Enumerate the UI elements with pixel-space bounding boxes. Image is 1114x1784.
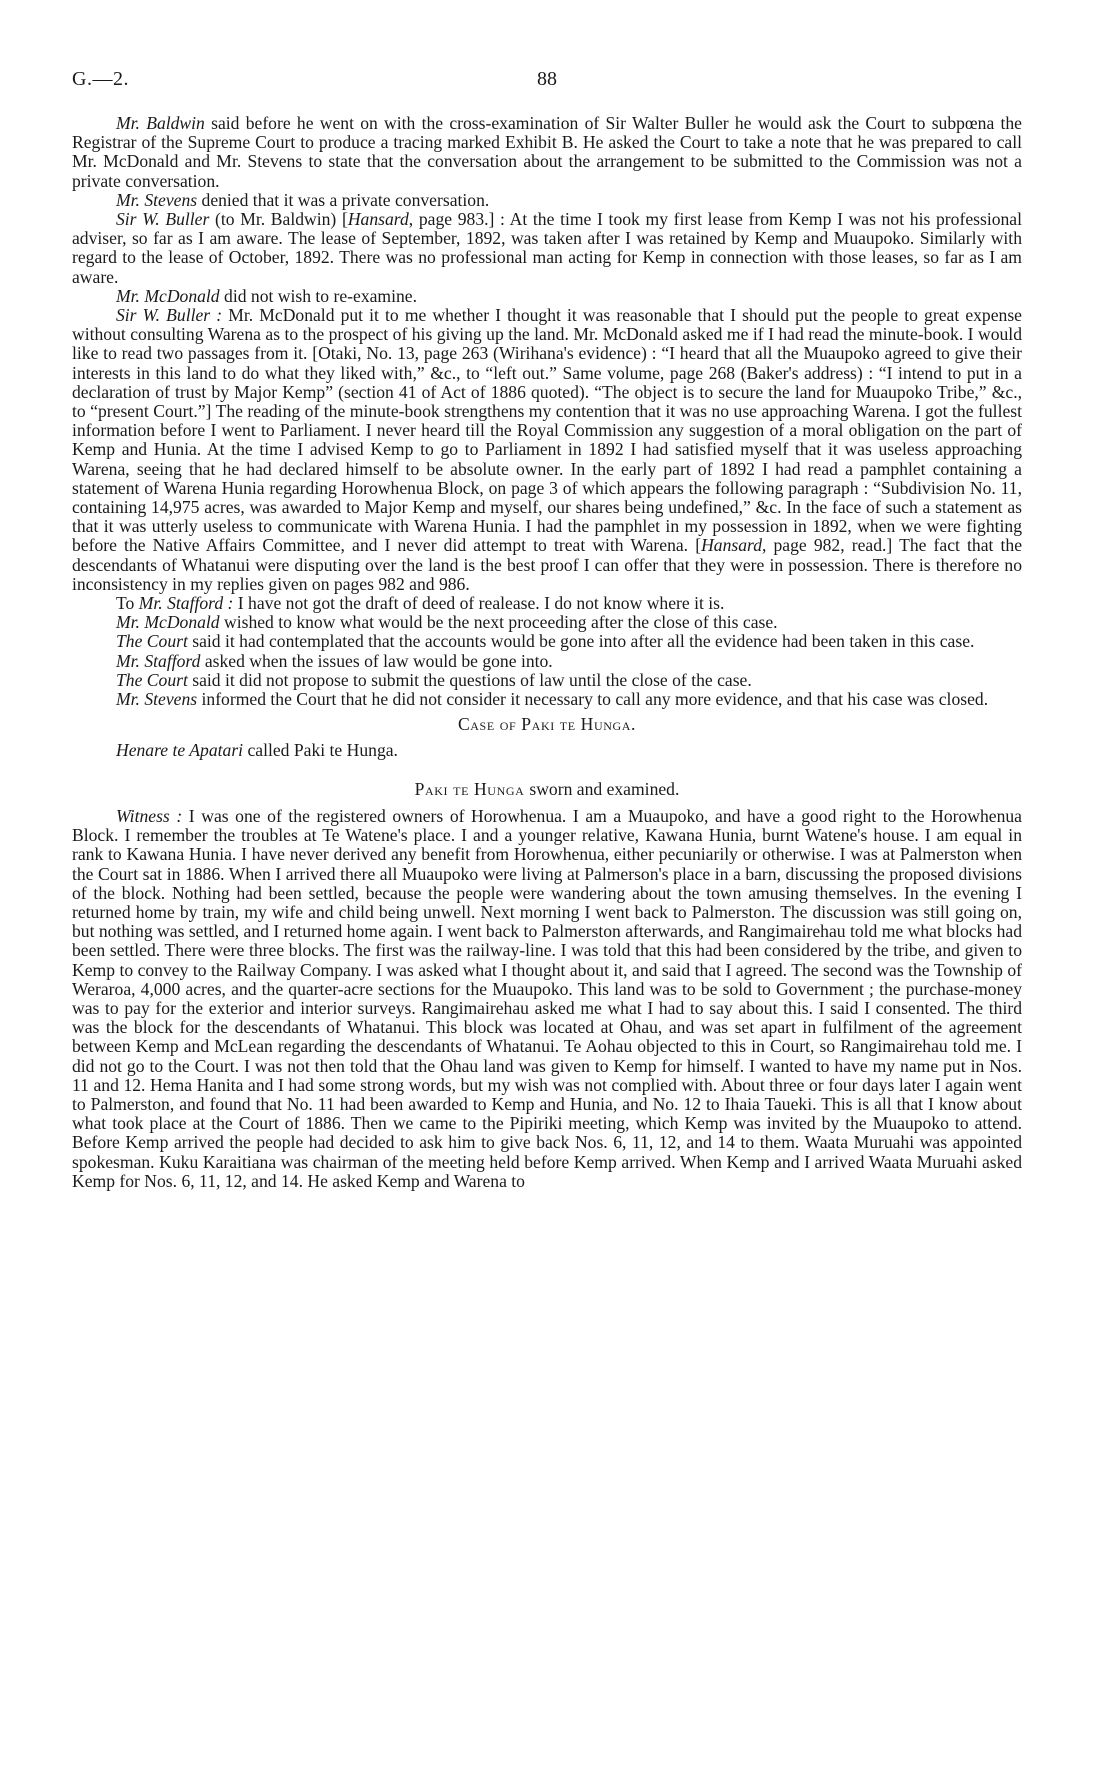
- paragraph: [72, 210, 1022, 287]
- paragraph-text: said it did not propose to submit the questions of law until the close of the case.: [192, 669, 752, 690]
- hansard-reference: Hansard: [347, 209, 409, 230]
- paragraph-text: I was one of the registered owners of Horowhenua. I am a Muaupoko, and have a good right to the Horowhenua Block. I remember the troubles at Te Watene's place. I and a younger relative, Kawana Hunia, burnt Watene's house. I am equal in rank to Kawana Hunia. I have never derived any benefit from Horowhenua, either pecuniarily or otherwise. I was at Palmerston when the Court sat in 1886. When I arrived there all Muaupoko were living at Palmerson's place in a barn, discussing the proposed divisions of the block. Nothing had been settled, because the people were wandering about the town amusing themselves. In the evening I returned home by train, my wife and child being unwell. Next morning I went back to Palmerston. The discussion was still going on, but nothing was settled, and I returned home again. I went back to Palmerston afterwards, and Rangimairehau told me what blocks had been settled. There were three blocks. The first was the railway-line. I was told that this had been considered by the tribe, and given to Kemp to convey to the Railway Company. I was asked what I thought about it, and said that I agreed. The second was the Township of Weraroa, 4,000 acres, and the quarter-acre sections for the Muaupoko. This land was to be sold to Government ; the purchase-money was to pay for the exterior and interior surveys. Rangimairehau asked me what I had to say about this. I said I consented. The third was the block for the descendants of Whatanui. This block was located at Ohau, and was set apart in fulfilment of the agreement between Kemp and McLean regarding the descendants of Whatanui. Te Aohau objected to this in Court, so Rangimairehau told me. I did not go to the Court. I was not then told that the Ohau land was given to Kemp for himself. I wanted to have my name put in Nos. 11 and 12. Hema Hanita and I had some strong words, but my wish was not complied with. About three or four days later I again went to Palmerston, and found that No. 11 had been awarded to Kemp and Hunia, and No. 12 to Ihaia Taueki. This is all that I know about what took place at the Court of 1886. Then we came to the Pipiriki meeting, which Kemp was invited by the Muaupoko to attend. Before Kemp arrived the people had decided to ask him to give back Nos. 6, 11, 12, and 14 to them. Waata Muruahi was appointed spokesman. Kuku Karaitiana was chairman of the meeting held before Kemp arrived. When Kemp and I arrived Waata Muruahi asked Kemp for Nos. 6, 11, 12, and 14. He asked Kemp and Warena to: [72, 805, 1022, 1191]
- speaker: Sir W. Buller: [116, 209, 210, 230]
- speaker: Witness :: [116, 805, 183, 826]
- witness-name: Paki te Hunga: [414, 778, 525, 799]
- paragraph-text: Mr. McDonald put it to me whether I thought it was reasonable that I should put the people to great expense without consulting Warena as to the prospect of his giving up the land. Mr. McDonald asked me if I had read the minute-book. I would like to read two passages from it. [Otaki, No. 13, page 263 (Wirihana's evidence) : “I heard that all the Muaupoko agreed to give their interests in this land to do what they liked with,” &c., to “left out.” Same volume, page 268 (Baker's address) : “I intend to put in a declaration of trust by Major Kemp” (section 41 of Act of 1886 quoted). “The object is to secure the land for Muaupoko Tribe,” &c., to “present Court.”] The reading of the minute-book strengthens my contention that it was no use approaching Warena. I got the fullest information before I went to Parliament. I never heard till the Royal Commission any suggestion of a moral obligation on the part of Kemp and Hunia. At the time I advised Kemp to go to Parliament in 1892 I had satisfied myself that it was useless approaching Warena, seeing that he had declared himself to be absolute owner. In the early part of 1892 I had read a pamphlet containing a statement of Warena Hunia regarding Horowhenua Block, on page 3 of which appears the following paragraph : “Subdivision No. 11, containing 14,975 acres, was awarded to Major Kemp and myself, our shares being undefined,” &c. In the face of such a statement as that it was utterly useless to communicate with Warena Hunia. I had the pamphlet in my possession in 1892, when we were fighting before the Native Affairs Committee, and I never did attempt to treat with Warena. [: [72, 305, 1022, 556]
- paragraph-text: called Paki te Hunga.: [247, 739, 398, 760]
- paragraph: [72, 306, 1022, 594]
- speaker: Henare te Apatari: [116, 739, 244, 760]
- paragraph-text: (to Mr. Baldwin) [: [214, 209, 348, 230]
- paragraph-text: , page 983.] : At the time I took my first lease from Kemp I was not his professional adviser, so far as I am aware. The lease of September, 1892, was taken after I was retained by Kemp and Muaupoko. Similarly with regard to the lease of October, 1892. There was no professional man acting for Kemp in connection with those leases, so far as I am aware.: [72, 209, 1022, 287]
- paragraph: [72, 671, 1022, 690]
- paragraph-text: asked when the issues of law would be gone into.: [204, 650, 553, 671]
- paragraph-text: To: [116, 593, 135, 614]
- page-number: 88: [537, 68, 557, 90]
- paragraph-text: , page 982, read.] The fact that the descendants of Whatanui were disputing over the land is the best proof I can offer that they were in possession. There is therefore no inconsistency in my replies given on pages 982 and 986.: [72, 535, 1023, 594]
- hansard-reference: Hansard: [701, 535, 762, 556]
- paragraph: [72, 741, 1022, 760]
- speaker: Mr. McDonald: [116, 285, 220, 306]
- witness-heading-text: sworn and examined.: [529, 778, 680, 799]
- paragraph-text: did not wish to re-examine.: [224, 285, 418, 306]
- paragraph: [72, 613, 1022, 632]
- page-header: [72, 70, 1022, 96]
- paragraph: [72, 191, 1022, 210]
- witness-heading: [72, 780, 1022, 799]
- speaker: Mr. McDonald: [116, 612, 220, 633]
- paragraph: [72, 594, 1022, 613]
- paragraph: [72, 287, 1022, 306]
- section-heading: Case of Paki te Hunga.: [457, 714, 637, 735]
- paragraph: [72, 114, 1022, 191]
- paragraph-text: I have not got the draft of deed of realease. I do not know where it is.: [237, 593, 725, 614]
- paragraph: [72, 652, 1022, 671]
- speaker: Mr. Stevens: [116, 689, 198, 710]
- paragraph: [72, 632, 1022, 651]
- speaker: Mr. Stevens: [116, 189, 198, 210]
- speaker: The Court: [116, 631, 188, 652]
- paragraph-text: denied that it was a private conversation.: [201, 189, 490, 210]
- paragraph: [72, 690, 1022, 709]
- paragraph-text: wished to know what would be the next proceeding after the close of this case.: [224, 612, 778, 633]
- speaker: Mr. Baldwin: [116, 113, 205, 133]
- paragraph-text: said before he went on with the cross-examination of Sir Walter Buller he would ask the Court to subpœna the Registrar of the Supreme Court to produce a tracing marked Exhibit B. He asked the Court to take a note that he was prepared to call Mr. McDonald and Mr. Stevens to state that the conversation about the arrangement to be submitted to the Commission was not a private conversation.: [72, 113, 1022, 191]
- document-reference: G.—2.: [72, 68, 129, 90]
- speaker: Mr. Stafford :: [138, 593, 234, 614]
- paragraph-text: informed the Court that he did not consider it necessary to call any more evidence, and that his case was closed.: [201, 689, 989, 710]
- speaker: The Court: [116, 669, 188, 690]
- speaker: Sir W. Buller :: [116, 305, 223, 326]
- paragraph-text: said it had contemplated that the accounts would be gone into after all the evidence had been taken in this case.: [192, 631, 975, 652]
- paragraph: [72, 807, 1022, 1191]
- speaker: Mr. Stafford: [116, 650, 201, 671]
